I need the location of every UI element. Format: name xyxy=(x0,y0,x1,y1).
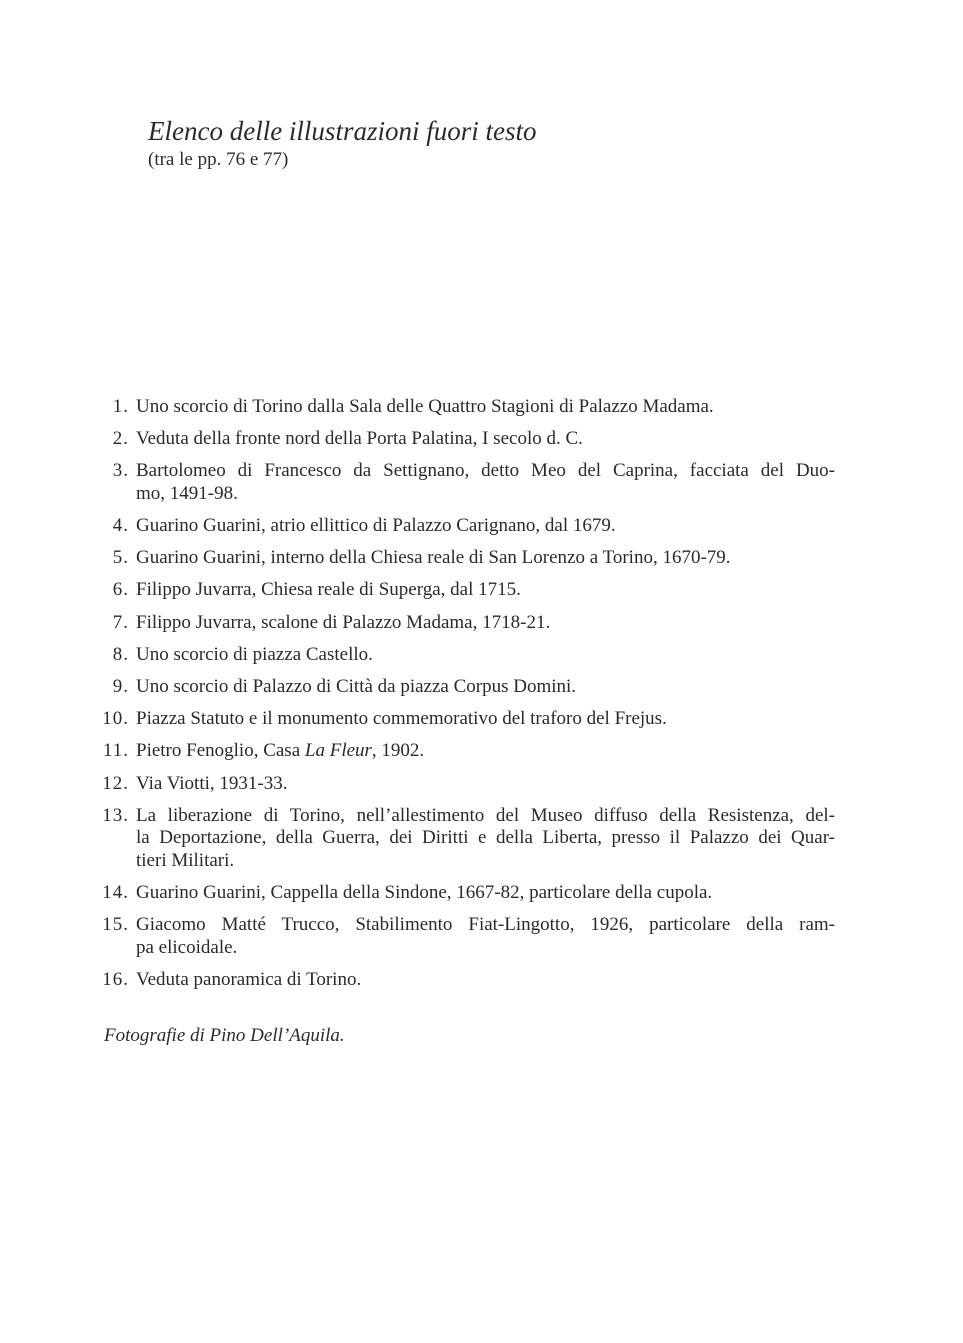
caption-line: Uno scorcio di Palazzo di Città da piazza Corpus Domini. xyxy=(136,676,577,697)
item-number: 4. xyxy=(112,515,129,537)
item-number: 10. xyxy=(102,708,129,730)
item-caption xyxy=(136,773,835,796)
item-caption xyxy=(136,914,835,959)
list-item xyxy=(100,676,835,699)
caption-line: Filippo Juvarra, Chiesa reale di Superga, dal 1715. xyxy=(136,579,521,601)
caption-line: pa elicoidale. xyxy=(136,936,238,958)
caption-line: Uno scorcio di piazza Castello. xyxy=(136,643,373,665)
item-number: 3. xyxy=(112,460,129,482)
item-number: 12. xyxy=(102,772,129,794)
item-number: 11. xyxy=(102,740,129,762)
list-item xyxy=(100,805,835,873)
list-item xyxy=(100,460,835,505)
item-number: 16. xyxy=(102,968,129,990)
photo-credit: Fotografie di Pino Dell’Aquila. xyxy=(104,1025,345,1046)
list-item xyxy=(100,515,835,538)
item-caption xyxy=(136,740,835,763)
list-item xyxy=(100,914,835,959)
item-number: 9. xyxy=(112,676,129,697)
item-caption xyxy=(136,676,835,699)
caption-line: tieri Militari. xyxy=(136,849,235,871)
item-number: 7. xyxy=(112,611,129,633)
caption-text: Pietro Fenoglio, Casa xyxy=(136,740,305,762)
caption-text: , 1902. xyxy=(371,740,425,762)
list-item xyxy=(100,547,835,570)
item-number: 14. xyxy=(102,881,129,903)
caption-line: Giacomo Matté Trucco, Stabilimento Fiat-Lingotto, 1926, particolare della ram- xyxy=(136,914,835,936)
list-item xyxy=(100,428,835,451)
caption-line: mo, 1491-98. xyxy=(136,482,238,504)
list-item xyxy=(100,773,835,796)
caption-line: Piazza Statuto e il monumento commemorativo del traforo del Frejus. xyxy=(136,708,667,730)
item-caption xyxy=(136,805,835,873)
illustrations-list xyxy=(100,396,835,1001)
caption-line: Via Viotti, 1931-33. xyxy=(136,772,288,794)
item-caption xyxy=(136,708,835,731)
item-number: 13. xyxy=(102,804,129,826)
caption-line: Veduta della fronte nord della Porta Palatina, I secolo d. C. xyxy=(136,428,583,450)
list-item xyxy=(100,969,835,992)
item-number: 15. xyxy=(102,914,129,936)
caption-line: Guarino Guarini, atrio ellittico di Palazzo Carignano, dal 1679. xyxy=(136,515,616,537)
item-caption xyxy=(136,396,835,419)
list-item xyxy=(100,740,835,763)
item-caption xyxy=(136,579,835,602)
item-caption xyxy=(136,460,835,505)
item-caption xyxy=(136,515,835,538)
page-title: Elenco delle illustrazioni fuori testo xyxy=(148,116,537,146)
list-item xyxy=(100,612,835,635)
list-item xyxy=(100,579,835,602)
item-caption xyxy=(136,969,835,992)
caption-line: La liberazione di Torino, nell’allestimento del Museo diffuso della Resistenza, del- xyxy=(136,804,835,826)
caption-line xyxy=(136,740,835,763)
caption-line: Filippo Juvarra, scalone di Palazzo Madama, 1718-21. xyxy=(136,611,551,633)
item-caption xyxy=(136,882,835,905)
item-number: 5. xyxy=(112,547,129,569)
item-number: 1. xyxy=(112,396,129,417)
list-item xyxy=(100,708,835,731)
item-number: 6. xyxy=(112,579,129,601)
caption-line: Guarino Guarini, interno della Chiesa reale di San Lorenzo a Torino, 1670-79. xyxy=(136,547,731,569)
list-item xyxy=(100,882,835,905)
item-caption xyxy=(136,644,835,667)
caption-line: Veduta panoramica di Torino. xyxy=(136,968,362,990)
caption-line: Bartolomeo di Francesco da Settignano, detto Meo del Caprina, facciata del Duo- xyxy=(136,460,835,482)
item-caption xyxy=(136,428,835,451)
item-caption xyxy=(136,547,835,570)
caption-line: la Deportazione, della Guerra, dei Diritti e della Liberta, presso il Palazzo dei Quar- xyxy=(136,827,835,849)
list-item xyxy=(100,396,835,419)
item-number: 2. xyxy=(112,428,129,450)
caption-italic-title: La Fleur xyxy=(304,740,372,762)
item-caption xyxy=(136,612,835,635)
caption-line: Guarino Guarini, Cappella della Sindone, 1667-82, particolare della cupola. xyxy=(136,881,713,903)
page-subtitle: (tra le pp. 76 e 77) xyxy=(148,149,289,170)
item-number: 8. xyxy=(112,643,129,665)
list-item xyxy=(100,644,835,667)
caption-line: Uno scorcio di Torino dalla Sala delle Quattro Stagioni di Palazzo Madama. xyxy=(136,396,714,417)
